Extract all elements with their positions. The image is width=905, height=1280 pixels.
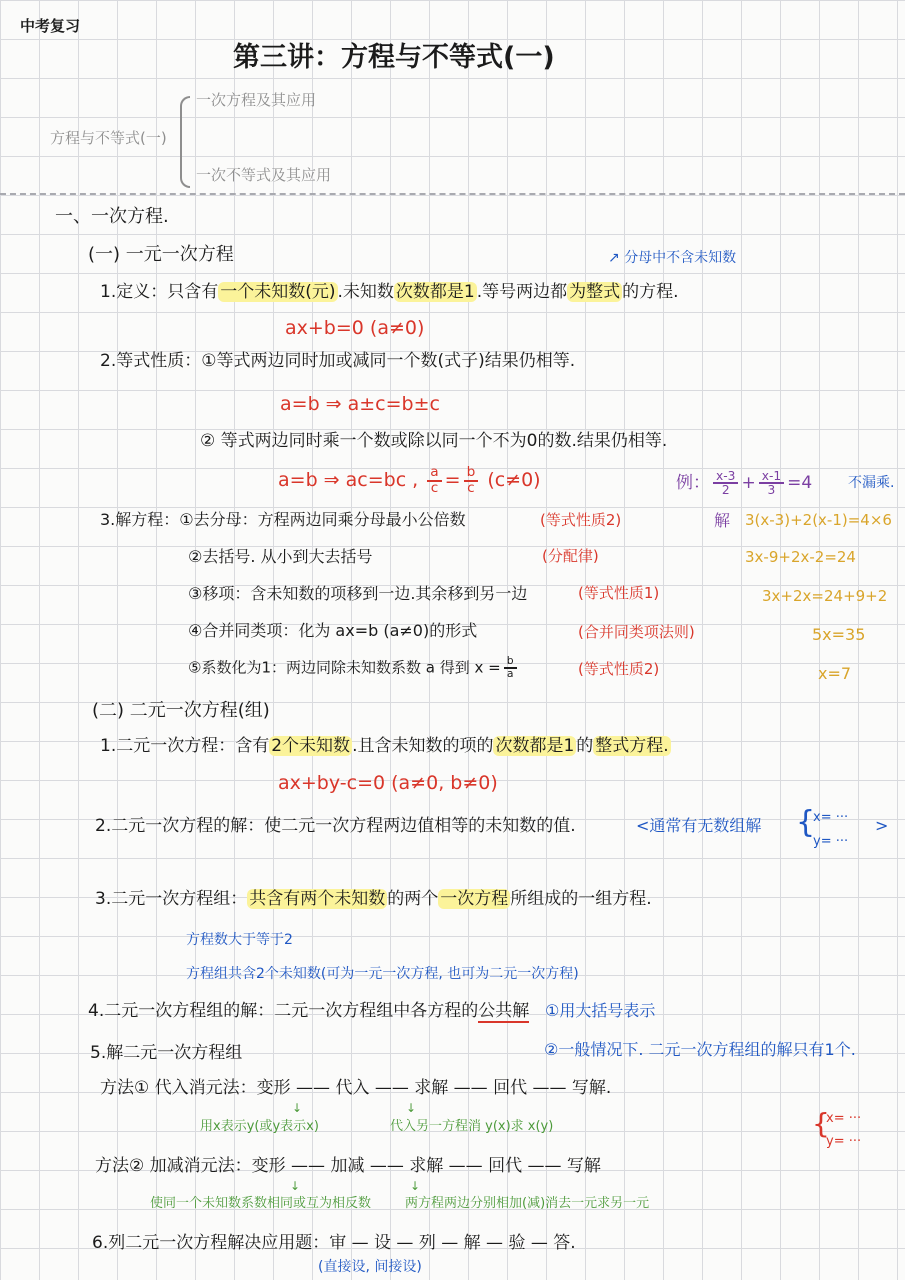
solve-reason-1: (等式性质2) — [540, 511, 622, 529]
solution-x: x= ··· — [813, 810, 849, 825]
word-problem-note: (直接设, 间接设) — [318, 1259, 422, 1275]
example-step-1: 3(x-3)+2(x-1)=4×6 — [745, 511, 892, 529]
denominator-note — [608, 250, 736, 266]
property-formula-2: a=b ⇒ ac=bc , $\frac{a}{c}$ = $\frac{b}{c}$ (c≠0) — [278, 464, 541, 496]
system-highlight-1: 共含有两个未知数 — [249, 889, 386, 909]
elimination-note-1: 使同一个未知数系数相同或互为相反数 — [150, 1196, 372, 1211]
fraction-x-minus-3-over-2: $\frac{x-3}{2}$ — [713, 470, 738, 496]
binary-formula: ax+by-c=0 (a≠0, b≠0) — [278, 772, 498, 794]
property-formula-condition: (c≠0) — [487, 469, 541, 492]
property-formula-1: a=b ⇒ a±c=b±c — [280, 393, 440, 415]
elimination-note-2: 两方程两边分别相加(减)消去一元求另一元 — [405, 1196, 650, 1211]
solve-reason-3: (等式性质1) — [578, 584, 660, 602]
page-title: 第三讲：方程与不等式(一) — [233, 42, 555, 73]
fraction-x-minus-1-over-3: $\frac{x-1}{3}$ — [759, 470, 784, 496]
section-1-1-heading: (一) 一元一次方程 — [88, 244, 234, 265]
example-step-5: x=7 — [818, 664, 852, 683]
solve-step-5: ⑤系数化为1：两边同除未知数系数 a 得到 x = $\frac{b}{a}$ — [188, 656, 520, 680]
outline-branch-1: 一次方程及其应用 — [196, 91, 317, 109]
property-formula-2a: a=b ⇒ ac=bc , — [278, 469, 419, 492]
elimination-method: 方法② 加减消元法：变形 —— 加减 —— 求解 —— 回代 —— 写解 — [95, 1156, 601, 1176]
example-equation: 例： $\frac{x-3}{2}$ + $\frac{x-1}{3}$ =4 — [676, 469, 813, 498]
outline-brace — [180, 96, 190, 188]
outline-branch-2: 一次不等式及其应用 — [196, 166, 332, 184]
binary-solution-note: <通常有无数组解 — [636, 816, 762, 835]
binary-highlight-2: 次数都是1 — [495, 736, 575, 756]
corner-label: 中考复习 — [20, 17, 81, 35]
arrow-icon: ↗ — [608, 250, 620, 266]
elimination-arrow-2: ↓ — [410, 1179, 421, 1193]
binary-system-definition: 3.二元一次方程组： 共含有两个未知数 的两个 一次方程 所组成的一组方程. — [95, 889, 652, 909]
solution-y: y= ··· — [813, 834, 849, 849]
example-step-2: 3x-9+2x-2=24 — [745, 548, 856, 566]
system-note-1: 方程数大于等于2 — [186, 932, 293, 948]
definition-part-1: 1.定义：只含有 — [100, 282, 219, 302]
definition-part-3: .等号两边都 — [476, 282, 568, 302]
system-solution-note-1: ①用大括号表示 — [545, 1001, 656, 1020]
property-line-1: 2.等式性质：①等式两边同时加或减同一个数(式子)结果仍相等. — [100, 351, 576, 371]
solve-step-3: ③移项：含未知数的项移到一边.其余移到另一边 — [188, 584, 528, 603]
solution-brace-icon: { — [812, 1107, 830, 1140]
substitution-arrow-2: ↓ — [406, 1101, 417, 1115]
solve-step-4: ④合并同类项：化为 ax=b (a≠0)的形式 — [188, 621, 478, 640]
solution-brace-x: x= ··· — [826, 1111, 862, 1126]
solve-reason-2: (分配律) — [542, 547, 599, 565]
common-solution-underlined: 公共解 — [478, 1001, 530, 1021]
word-problem-steps: 6.列二元一次方程解决应用题：审 — 设 — 列 — 解 — 验 — 答. — [92, 1233, 576, 1253]
elimination-arrow-1: ↓ — [290, 1179, 301, 1193]
system-solution-note-2: ②一般情况下. 二元一次方程组的解只有1个. — [544, 1040, 856, 1059]
solving-systems-heading: 5.解二元一次方程组 — [90, 1043, 243, 1063]
definition-highlight-1: 一个未知数(元) — [220, 282, 336, 302]
fraction-a-over-c: $\frac{a}{c}$ — [427, 466, 441, 495]
definition-highlight-2: 次数都是1 — [395, 282, 475, 302]
system-highlight-2: 一次方程 — [440, 889, 509, 909]
binary-definition: 1.二元一次方程：含有 2个未知数 .且含未知数的项的 次数都是1 的 整式方程. — [100, 736, 669, 756]
example-step-4: 5x=35 — [812, 625, 866, 644]
solve-reason-5: (等式性质2) — [578, 660, 660, 678]
example-step-3: 3x+2x=24+9+2 — [762, 587, 888, 605]
substitution-method: 方法① 代入消元法：变形 —— 代入 —— 求解 —— 回代 —— 写解. — [100, 1078, 612, 1098]
dashed-divider — [0, 193, 905, 195]
solve-reason-4: (合并同类项法则) — [578, 623, 695, 641]
solve-step-2: ②去括号. 从小到大去括号 — [188, 547, 373, 566]
section-1-heading: 一、一次方程. — [55, 206, 169, 227]
fraction-b-over-a: $\frac{b}{a}$ — [504, 656, 517, 680]
definition-highlight-3: 为整式 — [569, 282, 621, 302]
example-solution-label: 解 — [714, 511, 731, 530]
definition-part-2: .未知数 — [337, 282, 394, 302]
solution-note-close: > — [875, 816, 889, 835]
binary-highlight-3: 整式方程. — [595, 736, 669, 756]
binary-highlight-1: 2个未知数 — [271, 736, 351, 756]
substitution-note-2: 代入另一方程消 y(x)求 x(y) — [390, 1119, 554, 1134]
example-note: 不漏乘. — [848, 475, 895, 491]
property-line-2: ② 等式两边同时乘一个数或除以同一个不为0的数.结果仍相等. — [200, 431, 668, 451]
denominator-note-text: 分母中不含未知数 — [624, 250, 737, 266]
fraction-b-over-c: $\frac{b}{c}$ — [464, 466, 479, 495]
curly-brace-icon: { — [796, 805, 816, 840]
definition-line — [100, 283, 679, 303]
solution-brace-y: y= ··· — [826, 1134, 862, 1149]
definition-part-4: 的方程. — [622, 282, 679, 302]
substitution-note-1: 用x表示y(或y表示x) — [200, 1119, 319, 1134]
system-note-2: 方程组共含2个未知数(可为一元一次方程, 也可为二元一次方程) — [186, 966, 579, 982]
system-solution-definition: 4.二元一次方程组的解：二元一次方程组中各方程的公共解 — [88, 1001, 530, 1021]
linear-formula: ax+b=0 (a≠0) — [285, 317, 425, 339]
binary-solution-definition: 2.二元一次方程的解：使二元一次方程两边值相等的未知数的值. — [95, 816, 576, 836]
substitution-arrow-1: ↓ — [292, 1101, 303, 1115]
outline-root: 方程与不等式(一) — [50, 129, 167, 147]
solve-step-1: 3.解方程：①去分母：方程两边同乘分母最小公倍数 — [100, 510, 466, 529]
section-1-2-heading: (二) 二元一次方程(组) — [92, 700, 270, 721]
